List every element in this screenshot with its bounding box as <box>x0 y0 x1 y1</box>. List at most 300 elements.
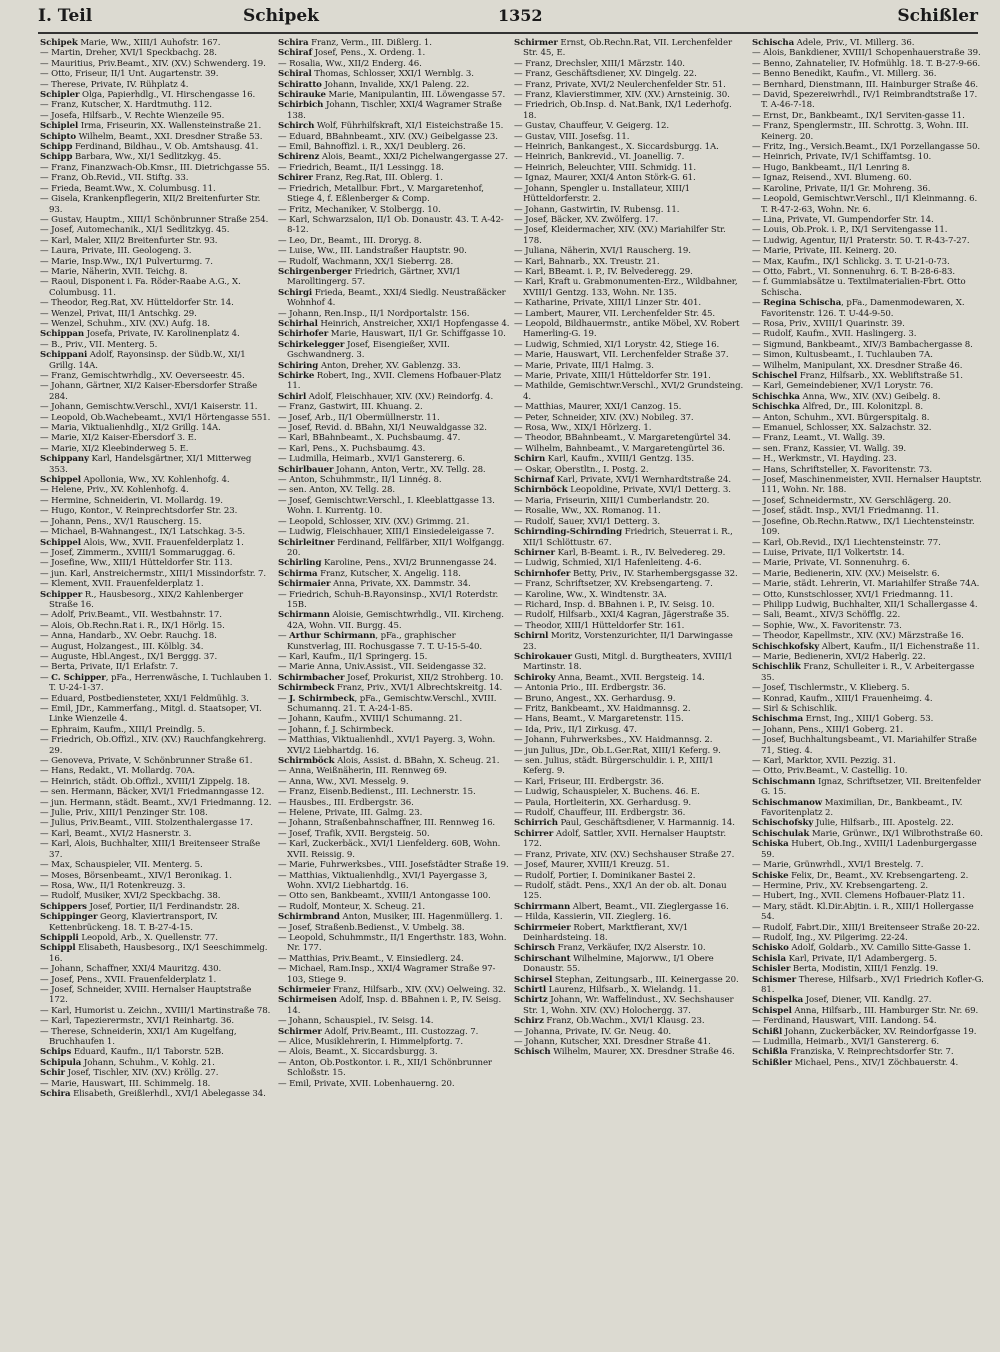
directory-entry: Schisla Karl, Private, II/1 Adambergerg. 5. <box>752 953 937 964</box>
directory-entry: — Rosa, Ww., XIX/1 Hörlzerg. 1. <box>514 423 652 434</box>
directory-entry: Schischa Adele, Priv., VI. Millerg. 36. <box>752 38 915 48</box>
directory-entry: — Konrad, Kaufm., XIII/1 Frauenheimg. 4. <box>752 693 933 704</box>
directory-entry: — Wenzel, Schuhm., XIV. (XV.) Aufg. 18. <box>40 318 210 329</box>
directory-entry: Schisch Wilhelm, Maurer, XX. Dresdner Straße 46. <box>514 1047 735 1058</box>
directory-entry: — Rudolf, Wachmann, XX/1 Sieberrg. 28. <box>278 256 454 267</box>
running-head-first: Schipek <box>243 6 319 26</box>
directory-entry: Schira Franz, Verm., III. Dißlerg. 1. <box>278 38 432 48</box>
directory-entry: — Leopold, Schlosser, XIV. (XV.) Grimmg. 21. <box>278 516 470 527</box>
directory-entry: — Friedrich, Ob.Insp. d. Nat.Bank, IX/1 Lederhofg. 18. <box>514 100 732 121</box>
directory-entry: Schipp Barbara, Ww., XI/1 Sedlitzkyg. 45. <box>40 152 222 163</box>
directory-entry: Schirnaf Karl, Private, XVI/1 Wernhardtstraße 24. <box>514 475 732 486</box>
directory-entry: — Ludmilla, Heimarb., XVI/1 Ganstererg. 6. <box>278 454 466 465</box>
directory-entry: — Hermine, Schneiderin, VI. Mollardg. 19. <box>40 495 223 506</box>
directory-entry: Schirnhofer Betty, Priv., IV. Starhembergsgasse 32. <box>514 568 738 579</box>
directory-entry: — Friedrich, Beamt., II/1 Lessingg. 18. <box>278 162 444 173</box>
directory-entry: — Karl, Schwarzsalon, II/1 Ob. Donaustr. 43. T. A-42-8-12. <box>278 214 504 236</box>
directory-entry: — Karl, Marktor, XVII. Pezzig. 31. <box>752 756 896 767</box>
directory-entry: — Ephraim, Kaufm., XIII/1 Preindlg. 5. <box>40 724 206 735</box>
directory-entry: — Marie, Insp.Ww., IX/1 Pulverturmg. 7. <box>40 256 213 267</box>
directory-entry: — Therese, Schneiderin, XXI/1 Am Kugelfang, Bruchhaufen 1. <box>40 1026 237 1047</box>
directory-entry: Schiraf Josef, Pens., X. Ordeng. 1. <box>278 48 426 59</box>
directory-entry: — Rudolf, Hilfsarb., XXI/4 Kagran, Jägerstraße 35. <box>514 610 730 621</box>
directory-entry: Schirmbeck Franz, Priv., XVI/1 Albrechtskreitg. 14. <box>278 683 503 694</box>
directory-entry: — Emil, Private, XVII. Lobenhauerng. 20. <box>278 1078 455 1089</box>
directory-entry: Schirma Franz, Kutscher, X. Angelig. 118. <box>278 568 461 579</box>
directory-entry: — Franz, Klavierstimmer, XIV. (XV.) Arnsteinig. 30. <box>514 90 730 101</box>
directory-entry: Schirnding-Schirnding Friedrich, Steuerrat i. R., XII/1 Schlöttustr. 67. <box>514 527 733 548</box>
directory-entry: — Eduard, Postbediensteter, XXI/1 Feldmühlg. 3. <box>40 693 249 704</box>
directory-entry: — Wilhelm, Manipulant, XX. Dresdner Straße 46. <box>752 360 963 371</box>
directory-entry: — Theodor, XIII/1 Hütteldorfer Str. 161. <box>514 620 685 631</box>
directory-entry: — Johann, Pens., XV/1 Rauscherg. 15. <box>40 516 202 527</box>
directory-entry: Schir Josef, Tischler, XIV. (XV.) Kröllg. 27. <box>40 1068 219 1079</box>
directory-entry: — Johann, Straßenbahnschaffner, III. Rennweg 16. <box>278 818 496 829</box>
directory-entry: — Ernst, Dr., Bankbeamt., IX/1 Serviten-gasse 11. <box>752 110 965 121</box>
directory-entry: — Laura, Private, III. Geologeng. 3. <box>40 246 192 257</box>
directory-entry: — Anton, Schuhm., XVI. Bürgerspitalg. 8. <box>752 412 930 423</box>
directory-entry: Schippers Josef, Portier, II/1 Ferdinandstr. 28. <box>40 901 240 912</box>
directory-entry: Schirkelegger Josef, Eisengießer, XVII. Gschwandnerg. 3. <box>278 339 450 361</box>
directory-entry: — Heinrich, Bankangest., X. Siccardsburgg. 1A. <box>514 142 719 153</box>
directory-entry: — Emil, JDr., Kammerfang., Mitgl. d. Staatsoper, VI. Linke Wienzeile 4. <box>40 704 262 725</box>
directory-entry: — Rudolf, Portier, I. Dominikaner Bastei 2. <box>514 870 696 881</box>
directory-entry: — Josef, Pens., XVII. Frauenfelderplatz 1. <box>40 974 217 985</box>
directory-entry: — Philipp Ludwig, Buchhalter, XII/1 Schallergasse 4. <box>752 599 978 610</box>
directory-entry: — jun. Hermann, städt. Beamt., XV/1 Friedmanng. 12. <box>40 797 272 808</box>
directory-entry: Schischka Anna, Ww., XIV. (XV.) Geibelg. 8. <box>752 391 941 402</box>
directory-entry: — Heinrich, städt. Ob.Offizl., XVIII/1 Zippelg. 18. <box>40 776 250 787</box>
directory-entry: — Peter, Schneider, XIV. (XV.) Nobileg. 37. <box>514 412 694 423</box>
directory-entry: — Josef, Arb., II/1 Obermüllnerstr. 11. <box>278 412 440 423</box>
directory-entry: — Paula, Hortleiterin, XX. Gerhardusg. 9. <box>514 797 691 808</box>
directory-entry: Schirhofer Marie, Hauswart, II/1 Gr. Schiffgasse 10. <box>278 329 506 340</box>
directory-entry: — David, Spezereiwrhdl., IV/1 Reimbrandtstraße 17. T. A-46-7-18. <box>752 90 978 111</box>
directory-entry: — Josef, Tischlermstr., V. Klieberg. 5. <box>752 683 910 694</box>
directory-entry: — Theodor, Reg.Rat, XV. Hütteldorfer Str. 14. <box>40 298 234 309</box>
directory-entry: — Otto, Kunstschlosser, XVI/1 Friedmanng. 11. <box>752 589 953 600</box>
directory-entry: Schips Eduard, Kaufm., II/1 Taborstr. 52B. <box>40 1047 224 1058</box>
directory-entry: — Emanuel, Schlosser, XX. Salzachstr. 32. <box>752 423 932 434</box>
directory-entry: — Alois, Bankdiener, XVIII/1 Schopenhauerstraße 39. <box>752 48 981 59</box>
directory-entry: Schirleitner Ferdinand, Fellfärber, XII/1 Wolfgangg. 20. <box>278 537 505 558</box>
directory-entry: — Marie, Bedienerin, XVI/2 Haberlg. 22. <box>752 651 926 662</box>
directory-entry: — Franz, Private, XIV. (XV.) Sechshauser Straße 27. <box>514 849 735 860</box>
directory-entry: — Ludmilla, Heimarb., XVI/1 Ganstererg. 6. <box>752 1037 940 1047</box>
directory-entry: — Franz, Leamt., VI. Wallg. 39. <box>752 433 886 444</box>
directory-entry: Schirnböck Leopoldine, Private, XVI/1 Detterg. 3. <box>514 485 731 496</box>
directory-entry: — Leopold, Gemischtwr.Verschl., II/1 Kleinmanng. 6. T. R-47-2-63, Wohn. Nr. 6. <box>752 194 978 215</box>
directory-entry: Schipek Marie, Ww., XIII/1 Auhofstr. 167. <box>40 38 221 48</box>
directory-entry: — Franz, Finanzwach-Ob.Kmsr., III. Dietrichgasse 55. <box>40 162 270 173</box>
directory-entry: — Josef, Revid. d. BBahn, XI/1 Neuwaldgasse 32. <box>278 423 487 434</box>
directory-entry: — Marie, XI/2 Kaiser-Ebersdorf 3. E. <box>40 433 197 444</box>
directory-entry: Schirke Robert, Ing., XVII. Clemens Hofbauer-Platz 11. <box>278 371 502 392</box>
directory-entry: Schirokauer Gusti, Mitgl. d. Burgtheaters, XVIII/1 Martinstr. 18. <box>514 651 733 673</box>
directory-entry: — Karl, BBeamt. i. P., IV. Belvederegg. 29. <box>514 266 693 277</box>
directory-entry: — Theodor, Kapellmstr., XIV. (XV.) Märzstraße 16. <box>752 631 964 642</box>
directory-entry: — Johann, Schaffner, XXI/4 Mauritzg. 430. <box>40 964 222 975</box>
directory-entry: — Rosa, Ww., II/1 Rotenkreuzg. 3. <box>40 880 186 891</box>
directory-entry: — Hermine, Priv., XV. Krebsengarteng. 2. <box>752 880 929 891</box>
directory-entry: Schirmer Adolf, Priv.Beamt., III. Custozzag. 7. <box>278 1026 479 1037</box>
directory-entry: — Johann, Spengler u. Installateur, XIII/1 Hütteldorferstr. 2. <box>514 183 691 205</box>
directory-entry: — Karl, Humorist u. Zeichn., XVIII/1 Martinstraße 78. <box>40 1005 271 1016</box>
directory-entry: Schirmeier Franz, Hilfsarb., XIV. (XV.) Oelweing. 32. <box>278 984 506 995</box>
directory-entry: — Anton, Schuhmmstr., II/1 Linnég. 8. <box>278 475 442 486</box>
directory-entry: Schischofsky Julie, Hilfsarb., III. Apostelg. 22. <box>752 818 954 829</box>
directory-entry: Schippani Adolf, Rayonsinsp. der Südb.W., XI/1 Grillg. 14A. <box>40 350 246 371</box>
directory-entry: — Alois, Ob.Rechn.Rat i. R., IX/1 Hörlg. 15. <box>40 620 225 631</box>
directory-entry: — Rudolf, Monteur, X. Scheug. 21. <box>278 901 426 912</box>
directory-entry: — Theodor, BBahnbeamt., V. Margaretengürtel 34. <box>514 433 731 444</box>
directory-entry: Schirl Adolf, Fleischhauer, XIV. (XV.) Reindorfg. 4. <box>278 391 494 402</box>
directory-entry: — Matthias, Priv.Beamt., V. Einsiedlerg. 24. <box>278 953 464 964</box>
directory-entry: Schischulak Marie, Grünwr., IX/1 Wilbrothstraße 60. <box>752 828 983 839</box>
directory-entry: — Karl, Kraft u. Grabmonumenten-Erz., Wildbahner, XVIII/1 Gentzg. 133, Wohn. Nr. 135. <box>514 277 738 298</box>
directory-entry: — Alois, Beamt., X. Siccardsburgg. 3. <box>278 1047 438 1058</box>
directory-entry: Schipler Olga, Papierhdlg., VI. Hirschengasse 16. <box>40 90 256 101</box>
directory-entry: — Anna, Ww., XVI. Messelg. 9. <box>278 776 409 787</box>
directory-entry: — Franz, Spenglermstr., III. Schrottg. 3, Wohn. III. Keinerg. 20. <box>752 121 969 142</box>
directory-entry: Schispel Anna, Hilfsarb., III. Hamburger Str. Nr. 69. <box>752 1005 979 1016</box>
directory-entry: — Luise, Private, II/1 Volkertstr. 14. <box>752 547 905 558</box>
directory-entry: — Hubert, Ing., XVII. Clemens Hofbauer-Platz 11. <box>752 891 965 902</box>
directory-entry: — Gustav, Chauffeur, V. Geigerg. 12. <box>514 121 669 132</box>
directory-entry: — Julie, Priv., XIII/1 Penzinger Str. 108. <box>40 808 208 819</box>
directory-entry: Schirnl Moritz, Vorstenzurichter, II/1 Darwingasse 23. <box>514 631 733 652</box>
directory-entry: — Hilda, Kassierin, VII. Zieglerg. 16. <box>514 912 671 923</box>
directory-entry: — Johann, Kutscher, XXI. Dresdner Straße 41. <box>514 1037 711 1047</box>
directory-entry: — Ida, Priv., II/1 Zirkusg. 47. <box>514 724 637 735</box>
directory-entry: — Otto, Friseur, II/1 Unt. Augartenstr. 39. <box>40 69 219 80</box>
directory-entry: Schipp Ferdinand, Bildhau., V. Ob. Amtshausg. 41. <box>40 142 259 153</box>
directory-entry: — Marie, Hauswart, III. Schimmelg. 18. <box>40 1078 211 1089</box>
directory-entry: — Johann, Schauspiel., IV. Seisg. 14. <box>278 1016 434 1027</box>
directory-entry: — Johann, Gastwirtin, IV. Rubensg. 11. <box>514 204 680 215</box>
directory-entry: — Fritz, Bankbeamt., XV. Haidmannsg. 2. <box>514 704 691 714</box>
directory-entry: — Sophie, Ww., X. Favoritenstr. 73. <box>752 620 902 631</box>
directory-entry: Schiral Thomas, Schlosser, XXI/1 Wernblg. 3. <box>278 69 474 80</box>
directory-entry: — Karl, Gemeindebiener, XV/1 Lorystr. 76. <box>752 381 934 392</box>
directory-entry: — Maria, Friseurin, XIII/1 Cumberlandstr. 20. <box>514 495 710 506</box>
directory-entry: Schiratto Johann, Invalide, XX/1 Paleng. 22. <box>278 79 470 90</box>
directory-entry: — Marie, Private, VI. Sonnenuhrg. 6. <box>752 558 910 569</box>
directory-entry: — Antonia Prio., III. Erdbergstr. 36. <box>514 683 666 694</box>
directory-entry: — Johann, Gärtner, XI/2 Kaiser-Ebersdorfer Straße 284. <box>40 381 258 402</box>
directory-entry: — Karl, Alois, Buchhalter, XIII/1 Breitenseer Straße 37. <box>40 839 261 860</box>
directory-entry: — Karl, Bahnarb., XX. Treustr. 21. <box>514 256 660 267</box>
directory-entry: — Genoveva, Private, V. Schönbrunner Straße 61. <box>40 756 253 767</box>
directory-entry: — Arthur Schirmann, pFa., graphischer Kunstverlag, III. Rochusgasse 7. T. U-15-5-40. <box>278 631 483 652</box>
directory-entry: — Matthias, Viktualienhdlg., XVI/1 Payergasse 3, Wohn. XVI/2 Liebhartdg. 16. <box>278 870 488 891</box>
directory-entry: Schirmann Aloisie, Gemischtwrhdlg., VII. Kircheng. 42A, Wohn. VII. Burgg. 45. <box>278 610 504 631</box>
directory-entry: Schippel Apollonia, Ww., XV. Kohlenhofg. 4. <box>40 475 230 486</box>
directory-entry: — Anton, Ob.Postkontor. i. R., XII/1 Schönbrunner Schloßstr. 15. <box>278 1057 492 1079</box>
directory-entry: — Josef, Bäcker, XV. Zwölferg. 17. <box>514 214 659 225</box>
directory-entry: — Gustav, VIII. Josefsg. 11. <box>514 131 630 142</box>
directory-entry: — Franz, Schriftsetzer, XV. Krebsengarteng. 7. <box>514 579 713 590</box>
directory-entry: — J. Schirmbeck, pFa., Gemischtw.Verschl., XVIII. Schumannq. 21. T. A-24-1-85. <box>278 693 497 714</box>
directory-entry: — Katharine, Private, XIII/1 Linzer Str. 401. <box>514 298 701 309</box>
directory-entry: — H., Werkmstr., VI. Hayding. 23. <box>752 454 897 465</box>
page-header <box>38 6 978 34</box>
directory-entry: — Marie, Private, III/1 Halmg. 3. <box>514 360 654 371</box>
directory-entry: — Luise, Ww., III. Landstraßer Hauptstr. 90. <box>278 246 467 257</box>
directory-entry: Schippli Leopold, Arb., X. Quellenstr. 77. <box>40 932 218 943</box>
directory-entry: — Lambert, Maurer, VII. Lerchenfelder Str. 45. <box>514 308 715 319</box>
directory-entry: — Franz, Eisenb.Bedienst., III. Lechnerstr. 15. <box>278 787 476 798</box>
directory-entry: — Josefine, Ob.Rechn.Ratww., IX/1 Liechtensteinstr. 109. <box>752 516 975 538</box>
directory-entry: — Anna, Handarb., XV. Oebr. Rauchg. 18. <box>40 631 217 642</box>
directory-entry: — Lina, Private, VI. Gumpendorfer Str. 14. <box>752 214 934 225</box>
directory-entry: Schirmbacher Josef, Prokurist, XII/2 Strohberg. 10. <box>278 672 504 683</box>
directory-entry: — Franz, Private, XVI/2 Neulerchenfelder Str. 51. <box>514 79 726 90</box>
directory-entry: Schirmbrand Anton, Musiker, III. Hagenmüllerg. 1. <box>278 912 503 923</box>
directory-entry: — Marie, Näherin, XVII. Teichg. 8. <box>40 266 188 277</box>
directory-entry: — Michael, B-Wahnangest., IX/1 Latschkag. 3-5. <box>40 527 246 538</box>
directory-entry: Schirgi Frieda, Beamt., XXI/4 Siedlg. Neustraßäcker Wohnhof 4. <box>278 287 506 309</box>
directory-entry: — Karoline, Ww., X. Windtenstr. 3A. <box>514 589 667 600</box>
directory-entry: — Klement, XVII. Frauenfelderplatz 1. <box>40 579 204 590</box>
directory-entry: Schischmanow Maximilian, Dr., Bankbeamt., IV. Favoritenplatz 2. <box>752 797 963 819</box>
directory-entry: Schisler Berta, Modistin, XIII/1 Fenzlg. 19. <box>752 964 939 975</box>
directory-entry: Schirmeisen Adolf, Insp. d. BBahnen i. P., IV. Seisg. 14. <box>278 995 502 1016</box>
directory-entry: — sen. Anton, XV. Tellg. 28. <box>278 485 395 496</box>
directory-entry: — Josef, Maschinenmeister, XVII. Hernalser Hauptstr. 111, Wohn. Nr. 188. <box>752 475 982 496</box>
directory-entry: Schiroky Anna, Beamt., XVII. Bergsteig. 14. <box>514 672 705 683</box>
directory-entry: — Johann, Ren.Insp., II/1 Nordportalstr. 156. <box>278 308 470 319</box>
directory-entry: Schischka Alfred, Dr., III. Kolonitzpl. 8. <box>752 402 923 413</box>
header-rule <box>38 32 978 34</box>
directory-entry: — Frieda, Beamt.Ww., X. Columbusg. 11. <box>40 183 216 194</box>
directory-entry: — Leopold, Ob.Wachebeamt., XVI/1 Hörtengasse 551. <box>40 412 271 423</box>
directory-entry: Schischlik Franz, Schulleiter i. R., V. Arbeitergasse 35. <box>752 662 975 683</box>
directory-entry: — Anna, Weißnäherin, III. Rennweg 69. <box>278 766 447 777</box>
directory-entry: — Josef, Schneidermstr., XV. Gerschlägerg. 20. <box>752 495 952 506</box>
directory-entry: — Mathilde, Gemischtwr.Verschl., XVI/2 Grundsteing. 4. <box>514 381 744 402</box>
directory-entry: — Martin, Dreher, XVI/1 Speckbachg. 28. <box>40 48 217 59</box>
directory-entry: Schißler Michael, Pens., XIV/1 Zöchbauerstr. 4. <box>752 1057 959 1068</box>
directory-entry: Schirhal Heinrich, Anstreicher, XXI/1 Hopfengasse 4. <box>278 318 510 329</box>
directory-entry: — jun Julius, JDr., Ob.L.Ger.Rat, XIII/1 Keferg. 9. <box>514 745 721 756</box>
directory-entry: — Josef, Gemischtwr.Verschl., I. Kleeblattgasse 13. Wohn. I. Kurrentg. 10. <box>278 495 495 517</box>
directory-entry: Schirrmann Albert, Beamt., VII. Zieglergasse 16. <box>514 901 729 912</box>
directory-entry: — Josef, Automechanik., XI/1 Sedlitzkyg. 45. <box>40 225 230 236</box>
directory-entry: — Marie, Fuhrwerksbes., VIII. Josefstädter Straße 19. <box>278 860 509 871</box>
directory-entry: — Josef, Trafik, XVII. Bergsteig. 50. <box>278 828 430 839</box>
directory-entry: — Helene, Private, III. Galmg. 23. <box>278 808 423 819</box>
directory-entry: — Ignaz, Reisend., XVI. Blumeng. 60. <box>752 173 912 184</box>
directory-entry: Schirgenberger Friedrich, Gärtner, XVI/1 Marolltingerg. 57. <box>278 266 461 288</box>
directory-entry: Schiska Hubert, Ob.Ing., XVIII/1 Ladenburgergasse 59. <box>752 839 977 860</box>
directory-entry: — Helene, Priv., XV. Kohlenhofg. 4. <box>40 485 189 496</box>
directory-entry: — Rudolf, Fabrt.Dir., XIII/1 Breitenseer Straße 20-22. <box>752 922 980 933</box>
directory-entry: Schirch Wolf, Führhilfskraft, XI/1 Eisteichstraße 15. <box>278 121 504 132</box>
directory-entry: — Leopold, Bildhauermstr., antike Möbel, XV. Robert Hamerling-G. 19. <box>514 318 740 340</box>
directory-entry: Schiplel Irma, Friseurin, XX. Wallensteinstraße 21. <box>40 121 262 132</box>
directory-entry: — Otto sen, Bankbeamt., XVIII/1 Antongasse 100. <box>278 891 491 902</box>
directory-entry: — C. Schipper, pFa., Herrenwäsche, I. Tuchlauben 1. T. U-24-1-37. <box>40 672 272 694</box>
directory-entry: — sen. Julius, städt. Bürgerschuldir. i. P., XIII/1 Keferg. 9. <box>514 756 714 777</box>
directory-entry: — Hans, Schriftsteller, X. Favoritenstr. 73. <box>752 464 933 475</box>
directory-entry: — Sigmund, Bankbeamt., XIV/3 Bambachergasse 8. <box>752 339 973 350</box>
directory-entry: — Marie, Hauswart, VII. Lerchenfelder Straße 37. <box>514 350 729 361</box>
directory-entry: Schirling Karoline, Pens., XVI/2 Brunnengasse 24. <box>278 558 497 569</box>
directory-entry: Schismer Therese, Hilfsarb., XV/1 Friedrich Kofler-G. 81. <box>752 974 984 995</box>
directory-entry: — Josef, Maurer, XVIII/1 Kreuzg. 51. <box>514 860 670 871</box>
directory-entry: — Gustav, Hauptm., XIII/1 Schönbrunner Straße 254. <box>40 214 269 225</box>
directory-entry: Schipper R., Hausbesorg., XIX/2 Kahlenberger Straße 16. <box>40 589 244 610</box>
directory-entry: Schippel Alois, Ww., XVII. Frauenfelderplatz 1. <box>40 537 244 548</box>
directory-entry: Schirner Karl, B-Beamt. i. R., IV. Belvedereg. 29. <box>514 547 726 558</box>
directory-entry: — Marie, Grünwrhdl., XVI/1 Brestelg. 7. <box>752 860 924 871</box>
directory-entry: — Josef, Schneider, XVIII. Hernalser Hauptstraße 172. <box>40 984 252 1006</box>
directory-entry: — Mary, städt. Kl.Dir.Abjtin. i. R., XIII/1 Hollergasse 54. <box>752 901 974 923</box>
directory-entry: — Marie Anna, Univ.Assist., VII. Seidengasse 32. <box>278 662 487 673</box>
directory-entry: — Sirl & Schischlik. <box>752 704 838 714</box>
directory-entry: — Marie, Private, XIII/1 Hütteldorfer Str. 191. <box>514 371 711 381</box>
directory-entry: Schippl Elisabeth, Hausbesorg., IX/1 Seeschimmelg. 16. <box>40 943 268 964</box>
directory-entry: Schirn Karl, Kaufm., XVIII/1 Gentzg. 135. <box>514 454 695 465</box>
directory-entry: — Wilhelm, Bahnbeamt., V. Margaretengürtel 36. <box>514 443 725 454</box>
directory-entry: Schirmer Ernst, Ob.Rechn.Rat, VII. Lerchenfelder Str. 45, E. <box>514 38 732 59</box>
directory-entry: — Franz, Ob.Revid., VII. Stiftg. 33. <box>40 173 189 184</box>
directory-entry: — Maria, Viktualienhdlg., XI/2 Grillg. 14A. <box>40 423 221 434</box>
directory-entry: Schirtl Laurenz, Hilfsarb., X. Wielandg. 11. <box>514 984 702 995</box>
directory-entry: — Karl, BBahnbeamt., X. Puchsbaumg. 47. <box>278 433 461 444</box>
directory-entry: — Josef, Buchhaltungsbeamt., VI. Mariahilfer Straße 71, Stieg. 4. <box>752 735 977 756</box>
directory-entry: — Ludwig, Schauspieler, X. Buchens. 46. E. <box>514 787 700 798</box>
directory-entry: Schirlbauer Johann, Anton, Vertr., XV. Tellg. 28. <box>278 464 486 475</box>
directory-entry: Schirsch Franz, Verkäufer, IX/2 Alserstr. 10. <box>514 943 706 954</box>
directory-entry: — B., Priv., VII. Menterg. 5. <box>40 339 158 350</box>
directory-entry: — Marie, Private, III. Keinerg. 20. <box>752 246 897 257</box>
directory-entry: — Franz, Geschäftsdiener, XV. Dingelg. 22. <box>514 69 697 80</box>
directory-entry: — Karl, Ob.Revid., IX/1 Liechtensteinstr. 77. <box>752 537 941 548</box>
directory-entry: Schirauke Marie, Manipulantin, III. Löwengasse 57. <box>278 90 506 101</box>
directory-entry: Schippinger Georg, Klaviertransport, IV. Kettenbrückeng. 18. T. B-27-4-15. <box>40 912 218 933</box>
entry-column-4 <box>752 38 984 1348</box>
directory-entry: Schirenz Alois, Beamt., XXI/2 Pichelwangergasse 27. <box>278 152 508 163</box>
directory-entry: — Ferdinand, Hauswart, VIII. Landong. 54. <box>752 1016 937 1027</box>
directory-entry: — sen. Hermann, Bäcker, XVI/1 Friedmanngasse 12. <box>40 787 265 798</box>
directory-entry: Schirsel Stephan, Zeitungsarb., III. Keinergasse 20. <box>514 974 739 985</box>
directory-entry: — Rosa, Priv., XVIII/1 Quarinstr. 39. <box>752 318 905 329</box>
directory-entry: — Johann, Gemischtw.Verschl., XVI/1 Kaiserstr. 11. <box>40 402 258 413</box>
directory-entry: — Otto, Fabrt., VI. Sonnenuhrg. 6. T. B-28-6-83. <box>752 266 955 277</box>
directory-entry: — Rudolf, Sauer, XVI/1 Detterg. 3. <box>514 516 661 527</box>
directory-entry: — Mauritius, Priv.Beamt., XIV. (XV.) Schwenderg. 19. <box>40 58 266 69</box>
directory-entry: — Fritz, Ing., Versich.Beamt., IX/1 Porzellangasse 50. <box>752 142 981 153</box>
directory-entry: — jun. Karl, Anstreichermstr., XIII/1 Missindorfstr. 7. <box>40 568 267 579</box>
directory-entry: — Rudolf, Musiker, XVI/2 Speckbachg. 38. <box>40 891 221 902</box>
directory-entry: — Leo, Dr., Beamt., III. Droryg. 8. <box>278 235 422 246</box>
directory-entry: — Juliana, Näherin, XVI/1 Rauscherg. 19. <box>514 246 691 257</box>
directory-entry: Schira Elisabeth, Greißlerhdl., XVI/1 Abelegasse 34. <box>40 1089 266 1100</box>
directory-entry: — sen. Franz, Kassier, VI. Wallg. 39. <box>752 443 907 454</box>
directory-entry: — Karl, Kaufm., II/1 Springerg. 15. <box>278 651 428 662</box>
directory-entry: Schiring Anton, Dreher, XV. Gablenzg. 33. <box>278 360 461 371</box>
directory-entry: — Franz, Drechsler, XIII/1 Märzstr. 140. <box>514 58 685 69</box>
directory-entry: — Heinrich, Private, IV/1 Schiffamtsg. 10. <box>752 152 932 163</box>
directory-entry: — Benno Benedikt, Kaufm., VI. Millerg. 36. <box>752 69 937 80</box>
directory-entry: — Johann, Fuhrwerksbes., XV. Haidmannsg. 2. <box>514 735 713 746</box>
directory-entry: — Benno, Zahnatelier, IV. Hofmühlg. 18. T. B-27-9-66. <box>752 58 981 69</box>
directory-entry: — Gisela, Krankenpflegerin, XII/2 Breitenfurter Str. 93. <box>40 194 261 215</box>
directory-entry: — Ludwig, Schmied, XI/1 Hafenleiteng. 4-6. <box>514 558 702 569</box>
directory-entry: — August, Holzangest., III. Kölblg. 34. <box>40 641 204 652</box>
directory-entry: — Hans, Redakt., VI. Mollardg. 70A. <box>40 766 195 777</box>
directory-entry: — Fritz, Mechaniker, V. Stolbergg. 10. <box>278 204 441 215</box>
directory-entry: — Rudolf, Ing., XV. Pilgerimg. 22-24. <box>752 932 908 943</box>
directory-entry: — Wenzel, Privat, III/1 Antschkg. 29. <box>40 308 197 319</box>
directory-entry: Schirtz Johann, Wr. Waffelindust., XV. Sechshauser Str. 1, Wohn. XIV. (XV.) Holochergg. 37. <box>514 995 734 1016</box>
directory-entry: — Hausbes., III. Erdbergstr. 36. <box>278 797 414 808</box>
directory-entry: — Max, Schauspieler, VII. Menterg. 5. <box>40 860 203 871</box>
directory-entry: Schirrmeier Robert, Marktfierant, XV/1 Deinhardsteing. 18. <box>514 922 689 943</box>
directory-entry: — Josef, Straßenb.Bedienst., V. Umbelg. 38. <box>278 922 465 933</box>
directory-entry: — Otto, Priv.Beamt., V. Castellig. 10. <box>752 766 908 777</box>
directory-entry: — Oskar, Oberstltn., I. Postg. 2. <box>514 464 649 475</box>
entry-column-3 <box>514 38 746 1348</box>
directory-entry: Schirrich Paul, Geschäftsdiener, V. Harmannig. 14. <box>514 818 735 829</box>
directory-entry: Schischma Ernst, Ing., XIII/1 Goberg. 53. <box>752 714 934 725</box>
part-label: I. Teil <box>38 6 93 26</box>
directory-entry: — Josefine, Ww., XIII/1 Hütteldorfer Str. 113. <box>40 558 233 569</box>
directory-entry: Schippan Josefa, Private, IV. Karolinenplatz 4. <box>40 329 240 340</box>
directory-entry: — Adolf, Priv.Beamt., VII. Westbahnstr. 17. <box>40 610 222 621</box>
directory-entry: — Rudolf, städt. Pens., XX/1 An der ob. alt. Donau 125. <box>514 880 727 902</box>
directory-entry: — Hugo, Kontor., V. Reinprechtsdorfer Str. 23. <box>40 506 238 517</box>
directory-entry: — Hans, Beamt., V. Margaretenstr. 115. <box>514 714 684 725</box>
directory-entry: — Max, Kaufm., IX/1 Schlickg. 3. T. U-21-0-73. <box>752 256 950 267</box>
directory-entry: — Karl, Tapezierermstr., XVI/1 Reinhartg. 36. <box>40 1016 235 1027</box>
directory-entry: — Louis, Ob.Prok. i. P., IX/1 Servitengasse 11. <box>752 225 948 236</box>
directory-entry: — Heinrich, Bankrevid., VI. Joanellig. 7. <box>514 152 685 163</box>
directory-entry: — Friedrich, Ob.Offizl., XIV. (XV.) Rauchfangkehrerg. 29. <box>40 735 267 756</box>
directory-entry: Schirschant Wilhelmine, Majorww., I/1 Obere Donaustr. 55. <box>514 953 714 975</box>
directory-entry: Schischel Franz, Hilfsarb., XX. Webliftstraße 51. <box>752 371 963 381</box>
directory-entry: Schirer Franz, Reg.Rat, III. Oblerg. 1. <box>278 173 443 184</box>
directory-entry: Schisko Adolf, Goldarb., XV. Camillo Sitte-Gasse 1. <box>752 943 971 954</box>
directory-entry: — Auguste, Hbl.Angest., IX/1 Berggg. 37. <box>40 651 218 662</box>
directory-entry: — Rudolf, Chauffeur, III. Erdbergstr. 36. <box>514 808 686 819</box>
directory-entry: — Karl, Pens., X. Puchsbaumg. 43. <box>278 443 426 454</box>
directory-entry: — Matthias, Maurer, XXI/1 Canzog. 15. <box>514 402 682 413</box>
directory-entry: — Friedrich, Schuh-B.Rayonsinsp., XVI/1 Roterdstr. 15B. <box>278 589 499 610</box>
directory-entry: — Heinrich, Beleuchter, VIII. Schmidg. 11. <box>514 162 697 173</box>
directory-entry: — Johann, f. J. Schirmbeck. <box>278 724 394 735</box>
directory-entry: Schipto Wilhelm, Beamt., XXI. Dresdner Straße 53. <box>40 131 263 142</box>
directory-entry: — Richard, Insp. d. BBahnen i. P., IV. Seisg. 10. <box>514 599 715 610</box>
directory-entry: Schirrer Adolf, Sattler, XVII. Hernalser Hauptstr. 172. <box>514 828 726 850</box>
directory-entry: — Matthias, Viktualienhdl., XVI/1 Payerg. 3, Wohn. XVI/2 Liebhartdg. 16. <box>278 735 496 756</box>
directory-entry: — Julius, Priv.Beamt., VIII. Stolzenthalergasse 17. <box>40 818 253 829</box>
directory-entry: Schispelka Josef, Diener, VII. Kandlg. 27. <box>752 995 932 1006</box>
directory-entry: — Karoline, Private, II/1 Gr. Mohreng. 36. <box>752 183 931 194</box>
directory-entry: — Franz, Kutscher, X. Hardtmuthg. 112. <box>40 100 212 111</box>
directory-entry: — Berta, Private, II/1 Erlafstr. 7. <box>40 662 179 673</box>
directory-entry: — Emil, Bahnoffizl. i. R., XX/1 Deublerg. 26. <box>278 142 466 153</box>
directory-entry: — Josefa, Hilfsarb., V. Rechte Wienzeile 95. <box>40 110 225 121</box>
directory-entry: — Rosalie, Ww., XX. Romanog. 11. <box>514 506 661 517</box>
directory-entry: — Regina Schischa, pFa., Damenmodewaren, X. Favoritenstr. 126. T. U-44-9-50. <box>752 298 965 319</box>
directory-entry: — Karl, Beamt., XVI/2 Hasnerstr. 3. <box>40 828 192 839</box>
directory-entry: Schirz Franz, Ob.Wachm., XVI/1 Klausg. 23. <box>514 1016 705 1027</box>
directory-entry: — Moses, Börsenbeamt., XIV/1 Beronikag. 1. <box>40 870 232 881</box>
entry-column-2 <box>278 38 510 1348</box>
